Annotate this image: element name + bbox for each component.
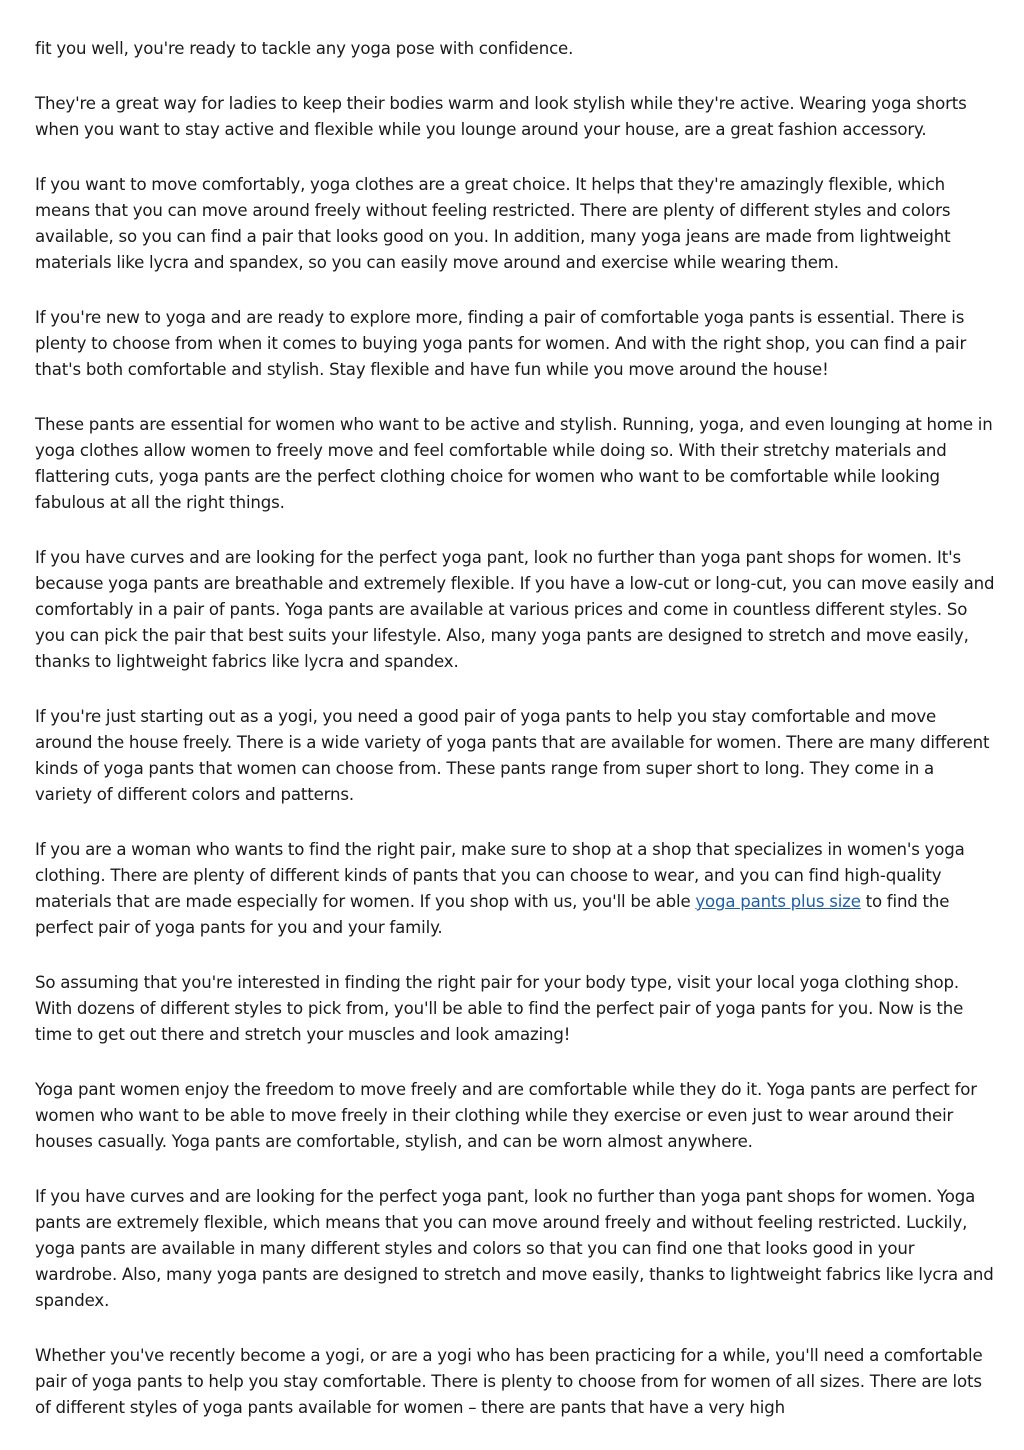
paragraph-6: If you have curves and are looking for the perfect yoga pant, look no further than yoga pant shops for women. It's because yoga pants are breathable and extremely flexible. If you have a low-cut or long-cut, you can move easily and comfortably in a pair of pants. Yoga pants are available at various prices and come in countless different styles. So you can pick the pair that best suits your lifestyle. Also, many yoga pants are designed to stretch and move easily, thanks to lightweight fabrics like lycra and spandex.: [35, 548, 995, 671]
paragraph-7: If you're just starting out as a yogi, you need a good pair of yoga pants to help you stay comfortable and move around the house freely. There is a wide variety of yoga pants that are available for women. There are many different kinds of yoga pants that women can choose from. These pants range from super short to long. They come in a variety of different colors and patterns.: [35, 707, 990, 804]
yoga-pants-plus-size-link[interactable]: yoga pants plus size: [695, 892, 861, 911]
paragraph-3: If you want to move comfortably, yoga clothes are a great choice. It helps that they're amazingly flexible, which means that you can move around freely without feeling restricted. There are plenty of different styles and colors available, so you can find a pair that looks good on you. In addition, many yoga jeans are made from lightweight materials like lycra and spandex, so you can easily move around and exercise while wearing them.: [35, 175, 951, 272]
paragraph-4: If you're new to yoga and are ready to explore more, finding a pair of comfortable yoga pants is essential. There is plenty to choose from when it comes to buying yoga pants for women. And with the right shop, you can find a pair that's both comfortable and stylish. Stay flexible and have fun while you move around the house!: [35, 308, 967, 379]
paragraph-5: These pants are essential for women who want to be active and stylish. Running, yoga, and even lounging at home in yoga clothes allow women to freely move and feel comfortable while doing so. With their stretchy materials and flattering cuts, yoga pants are the perfect clothing choice for women who want to be comfortable while looking fabulous at all the right things.: [35, 415, 993, 512]
paragraph-11: If you have curves and are looking for the perfect yoga pant, look no further than yoga pant shops for women. Yoga pants are extremely flexible, which means that you can move around freely and without feeling restricted. Luckily, yoga pants are available in many different styles and colors so that you can find one that looks good in your wardrobe. Also, many yoga pants are designed to stretch and move easily, thanks to lightweight fabrics like lycra and spandex.: [35, 1187, 994, 1310]
paragraph-link-after: to find the perfect pair of yoga pants for you and your family.: [35, 892, 950, 937]
document-body: [35, 36, 995, 1450]
paragraph-12: Whether you've recently become a yogi, or are a yogi who has been practicing for a while, you'll need a comfortable pair of yoga pants to help you stay comfortable. There is plenty to choose from for women of all sizes. There are lots of different styles of yoga pants available for women – there are pants that have a very high: [35, 1346, 983, 1417]
paragraph-10: Yoga pant women enjoy the freedom to move freely and are comfortable while they do it. Yoga pants are perfect for women who want to be able to move freely in their clothing while they exercise or even just to wear around their houses casually. Yoga pants are comfortable, stylish, and can be worn almost anywhere.: [35, 1080, 977, 1151]
paragraph-1: fit you well, you're ready to tackle any yoga pose with confidence.: [35, 39, 574, 58]
paragraph-link-before: If you are a woman who wants to find the right pair, make sure to shop at a shop that specializes in women's yoga clothing. There are plenty of different kinds of pants that you can choose to wear, and you can find high-quality materials that are made especially for women. If you shop with us, you'll be able: [35, 840, 965, 911]
paragraph-9: So assuming that you're interested in finding the right pair for your body type, visit your local yoga clothing shop. With dozens of different styles to pick from, you'll be able to find the perfect pair of yoga pants for you. Now is the time to get out there and stretch your muscles and look amazing!: [35, 973, 964, 1044]
paragraph-with-link: [35, 837, 995, 941]
paragraph-2: They're a great way for ladies to keep their bodies warm and look stylish while they're active. Wearing yoga shorts when you want to stay active and flexible while you lounge around your house, are a great fashion accessory.: [35, 94, 967, 139]
